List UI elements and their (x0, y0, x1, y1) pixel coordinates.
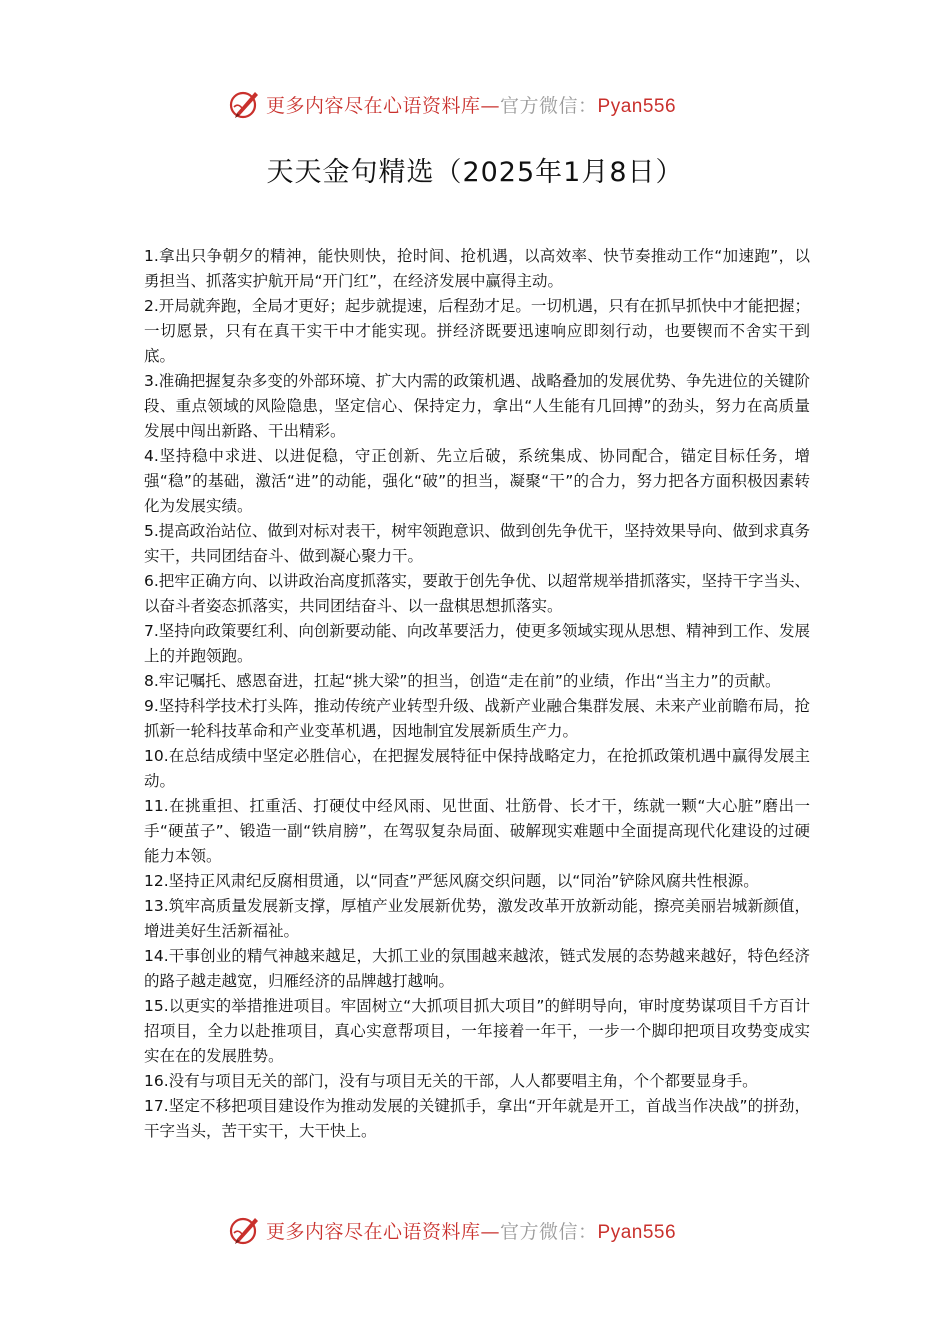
list-item: 7.坚持向政策要红利、向创新要动能、向改革要活力，使更多领域实现从思想、精神到工作、发展上的并跑领跑。 (144, 622, 810, 665)
watermark-text (266, 1217, 676, 1244)
list-item: 13.筑牢高质量发展新支撑，厚植产业发展新优势，激发改革开放新动能，擦亮美丽岩城新颜值，增进美好生活新福祉。 (144, 897, 810, 940)
watermark-text (266, 91, 676, 118)
list-item: 4.坚持稳中求进、以进促稳，守正创新、先立后破，系统集成、协同配合，锚定目标任务，增强“稳”的基础，激活“进”的动能，强化“破”的担当，凝聚“干”的合力，努力把各方面积极因素转化为发展实绩。 (144, 447, 810, 515)
list-item: 10.在总结成绩中坚定必胜信心，在把握发展特征中保持战略定力，在抢抓政策机遇中赢得发展主动。 (144, 747, 810, 790)
list-item: 12.坚持正风肃纪反腐相贯通，以“同查”严惩风腐交织问题，以“同治”铲除风腐共性根源。 (144, 872, 759, 890)
list-item: 2.开局就奔跑，全局才更好；起步就提速，后程劲才足。一切机遇，只有在抓早抓快中才能把握；一切愿景，只有在真干实干中才能实现。拼经济既要迅速响应即刻行动，也要锲而不舍实干到底。 (144, 297, 810, 365)
list-item: 3.准确把握复杂多变的外部环境、扩大内需的政策机遇、战略叠加的发展优势、争先进位的关键阶段、重点领域的风险隐患，坚定信心、保持定力，拿出“人生能有几回搏”的劲头，努力在高质量发展中闯出新路、干出精彩。 (144, 372, 810, 440)
list-item: 1.拿出只争朝夕的精神，能快则快，抢时间、抢机遇，以高效率、快节奏推动工作“加速跑”，以勇担当、抓落实护航开局“开门红”，在经济发展中赢得主动。 (144, 247, 810, 290)
page-title: 天天金句精选（2025年1月8日） (266, 157, 684, 188)
quill-pen-icon (228, 87, 262, 121)
header-watermark (228, 84, 676, 124)
quill-pen-icon (228, 1213, 262, 1247)
watermark-wechat-id: Pyan556 (597, 95, 677, 117)
watermark-slogan: 更多内容尽在心语资料库 (266, 94, 481, 117)
footer-watermark (228, 1210, 676, 1250)
list-item: 17.坚定不移把项目建设作为推动发展的关键抓手，拿出“开年就是开工，首战当作决战”的拼劲，干字当头，苦干实干，大干快上。 (144, 1097, 810, 1140)
list-item: 11.在挑重担、扛重活、打硬仗中经风雨、见世面、壮筋骨、长才干，练就一颗“大心脏”磨出一手“硬茧子”、锻造一副“铁肩膀”，在驾驭复杂局面、破解现实难题中全面提高现代化建设的过硬能力本领。 (144, 797, 810, 865)
watermark-official-label: 官方微信： (500, 94, 598, 117)
watermark-slogan: 更多内容尽在心语资料库 (266, 1220, 481, 1243)
quote-list (144, 244, 810, 1144)
watermark-dash: — (480, 94, 501, 117)
watermark-wechat-id: Pyan556 (597, 1221, 677, 1243)
list-item: 5.提高政治站位、做到对标对表干，树牢领跑意识、做到创先争优干，坚持效果导向、做到求真务实干，共同团结奋斗、做到凝心聚力干。 (144, 522, 810, 565)
list-item: 8.牢记嘱托、感恩奋进，扛起“挑大梁”的担当，创造“走在前”的业绩，作出“当主力”的贡献。 (144, 672, 781, 690)
list-item: 14.干事创业的精气神越来越足，大抓工业的氛围越来越浓，链式发展的态势越来越好，特色经济的路子越走越宽，归雁经济的品牌越打越响。 (144, 947, 810, 990)
list-item: 6.把牢正确方向、以讲政治高度抓落实，要敢于创先争优、以超常规举措抓落实，坚持干字当头、以奋斗者姿态抓落实，共同团结奋斗、以一盘棋思想抓落实。 (144, 572, 810, 615)
watermark-official-label: 官方微信： (500, 1220, 598, 1243)
list-item: 9.坚持科学技术打头阵，推动传统产业转型升级、战新产业融合集群发展、未来产业前瞻布局，抢抓新一轮科技革命和产业变革机遇，因地制宜发展新质生产力。 (144, 697, 810, 740)
watermark-dash: — (480, 1220, 501, 1243)
list-item: 16.没有与项目无关的部门，没有与项目无关的干部，人人都要唱主角，个个都要显身手。 (144, 1072, 758, 1090)
list-item: 15.以更实的举措推进项目。牢固树立“大抓项目抓大项目”的鲜明导向，审时度势谋项目千方百计招项目，全力以赴推项目，真心实意帮项目，一年接着一年干，一步一个脚印把项目攻势变成实实在在的发展胜势。 (144, 997, 810, 1065)
